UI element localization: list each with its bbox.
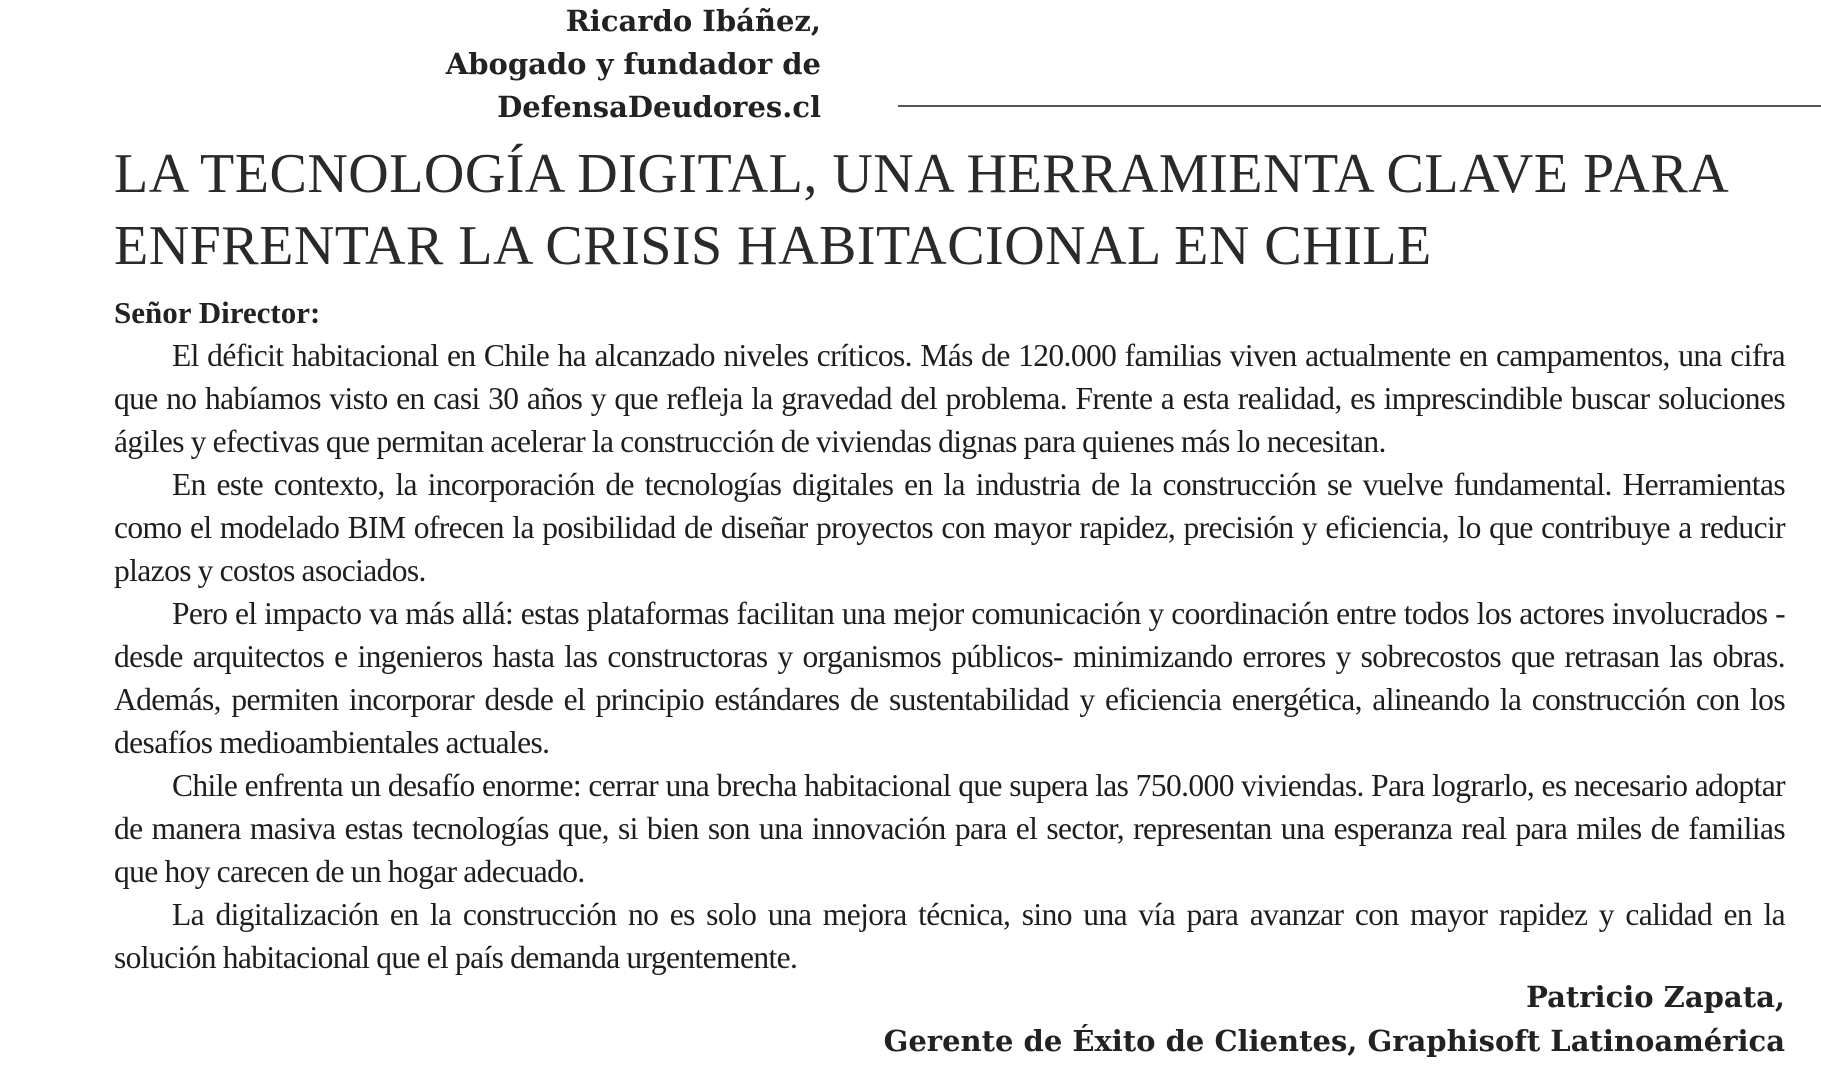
paragraph: El déficit habitacional en Chile ha alcanzado niveles críticos. Más de 120.000 familias viven actualmente en campamentos, una cifra que no habíamos visto en casi 30 años y que refleja la gravedad del problema. Frente a esta realidad, es imprescindible buscar soluciones ágiles y efectivas que permitan acelerar la construcción de viviendas dignas para quienes más lo necesitan. xyxy=(114,338,1785,459)
letter-signature xyxy=(884,975,1785,1063)
previous-author-role: Abogado y fundador de xyxy=(445,47,821,81)
previous-letter-signature xyxy=(446,0,821,129)
signature-name: Patricio Zapata, xyxy=(1526,980,1785,1014)
paragraph: La digitalización en la construcción no es solo una mejora técnica, sino una vía para avanzar con mayor rapidez y calidad en la solución habitacional que el país demanda urgentemente. xyxy=(114,897,1785,975)
paragraph: Pero el impacto va más allá: estas plataformas facilitan una mejor comunicación y coordinación entre todos los actores involucrados -desde arquitectos e ingenieros hasta las constructoras y organismos públicos- minimizando errores y sobrecostos que retrasan las obras. Además, permiten incorporar desde el principio estándares de sustentabilidad y eficiencia energética, alineando la construcción con los desafíos medioambientales actuales. xyxy=(114,596,1785,760)
letter-body xyxy=(114,334,1785,979)
letter-salutation: Señor Director: xyxy=(114,295,321,330)
article-headline xyxy=(114,138,1814,282)
previous-author-website: DefensaDeudores.cl xyxy=(497,90,821,124)
paragraph: En este contexto, la incorporación de tecnologías digitales en la industria de la construcción se vuelve fundamental. Herramientas como el modelado BIM ofrecen la posibilidad de diseñar proyectos con mayor rapidez, precisión y eficiencia, lo que contribuye a reducir plazos y costos asociados. xyxy=(114,467,1785,588)
headline-line-2: ENFRENTAR LA CRISIS HABITACIONAL EN CHILE xyxy=(114,215,1432,277)
headline-line-1: LA TECNOLOGÍA DIGITAL, UNA HERRAMIENTA CLAVE PARA xyxy=(114,143,1730,205)
previous-author-name: Ricardo Ibáñez, xyxy=(565,4,821,38)
signature-role: Gerente de Éxito de Clientes, Graphisoft Latinoamérica xyxy=(883,1024,1785,1058)
section-divider xyxy=(898,105,1821,107)
paragraph: Chile enfrenta un desafío enorme: cerrar una brecha habitacional que supera las 750.000 viviendas. Para lograrlo, es necesario adoptar de manera masiva estas tecnologías que, si bien son una innovación para el sector, representan una esperanza real para miles de familias que hoy carecen de un hogar adecuado. xyxy=(114,768,1785,889)
